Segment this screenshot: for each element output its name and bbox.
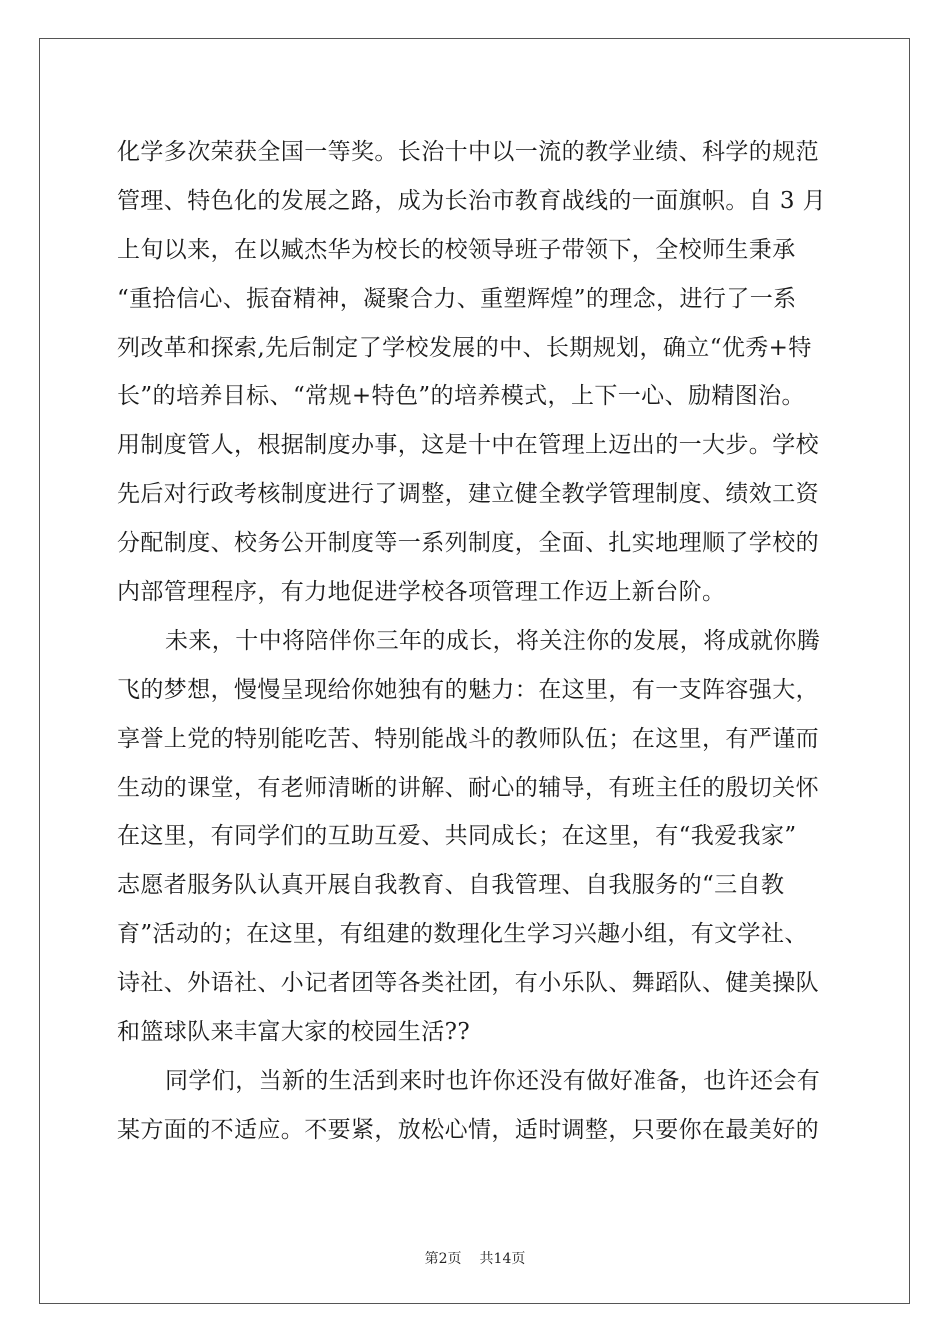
text-line: 在这里，有同学们的互助互爱、共同成长；在这里，有“我爱我家” — [117, 823, 797, 850]
text-line: 长”的培养目标、“常规+特色”的培养模式，上下一心、励精图治。 — [117, 383, 805, 410]
text-line: 先后对行政考核制度进行了调整，建立健全教学管理制度、绩效工资 — [117, 481, 819, 508]
text-line: 育”活动的；在这里，有组建的数理化生学习兴趣小组，有文学社、 — [117, 921, 808, 948]
text-line: 分配制度、校务公开制度等一系列制度，全面、扎实地理顺了学校的 — [117, 530, 819, 557]
text-line: 飞的梦想，慢慢呈现给你她独有的魅力：在这里，有一支阵容强大， — [117, 676, 819, 703]
text-line: 诗社、外语社、小记者团等各类社团，有小乐队、舞蹈队、健美操队 — [117, 970, 819, 997]
text-line: 上旬以来，在以臧杰华为校长的校领导班子带领下，全校师生秉承 — [117, 236, 796, 263]
text-line: “重拾信心、振奋精神，凝聚合力、重塑辉煌”的理念，进行了一系 — [117, 285, 797, 312]
page-footer — [0, 1248, 950, 1268]
text-line: 志愿者服务队认真开展自我教育、自我管理、自我服务的“三自教 — [117, 872, 785, 899]
text-line: 管理、特色化的发展之路，成为长治市教育战线的一面旗帜。自 3 月 — [117, 187, 827, 214]
text-line: 和篮球队来丰富大家的校园生活?? — [117, 1019, 471, 1046]
text-line: 化学多次荣获全国一等奖。长治十中以一流的教学业绩、科学的规范 — [117, 139, 819, 165]
paragraph-start-line: 同学们，当新的生活到来时也许你还没有做好准备，也许还会有 — [165, 1067, 821, 1094]
text-line: 内部管理程序，有力地促进学校各项管理工作迈上新台阶。 — [117, 579, 726, 606]
document-body — [117, 128, 837, 1155]
total-page-count: 共14页 — [479, 1251, 526, 1267]
current-page-number: 第2页 — [424, 1251, 462, 1267]
text-line: 列改革和探索,先后制定了学校发展的中、长期规划，确立“优秀+特 — [117, 334, 812, 361]
text-line: 生动的课堂，有老师清晰的讲解、耐心的辅导，有班主任的殷切关怀 — [117, 774, 819, 801]
text-line: 某方面的不适应。不要紧，放松心情，适时调整，只要你在最美好的 — [117, 1116, 819, 1143]
paragraph-start-line: 未来，十中将陪伴你三年的成长，将关注你的发展，将成就你腾 — [165, 627, 821, 654]
text-line: 享誉上党的特别能吃苦、特别能战斗的教师队伍；在这里，有严谨而 — [117, 725, 819, 752]
text-line: 用制度管人，根据制度办事，这是十中在管理上迈出的一大步。学校 — [117, 432, 819, 459]
